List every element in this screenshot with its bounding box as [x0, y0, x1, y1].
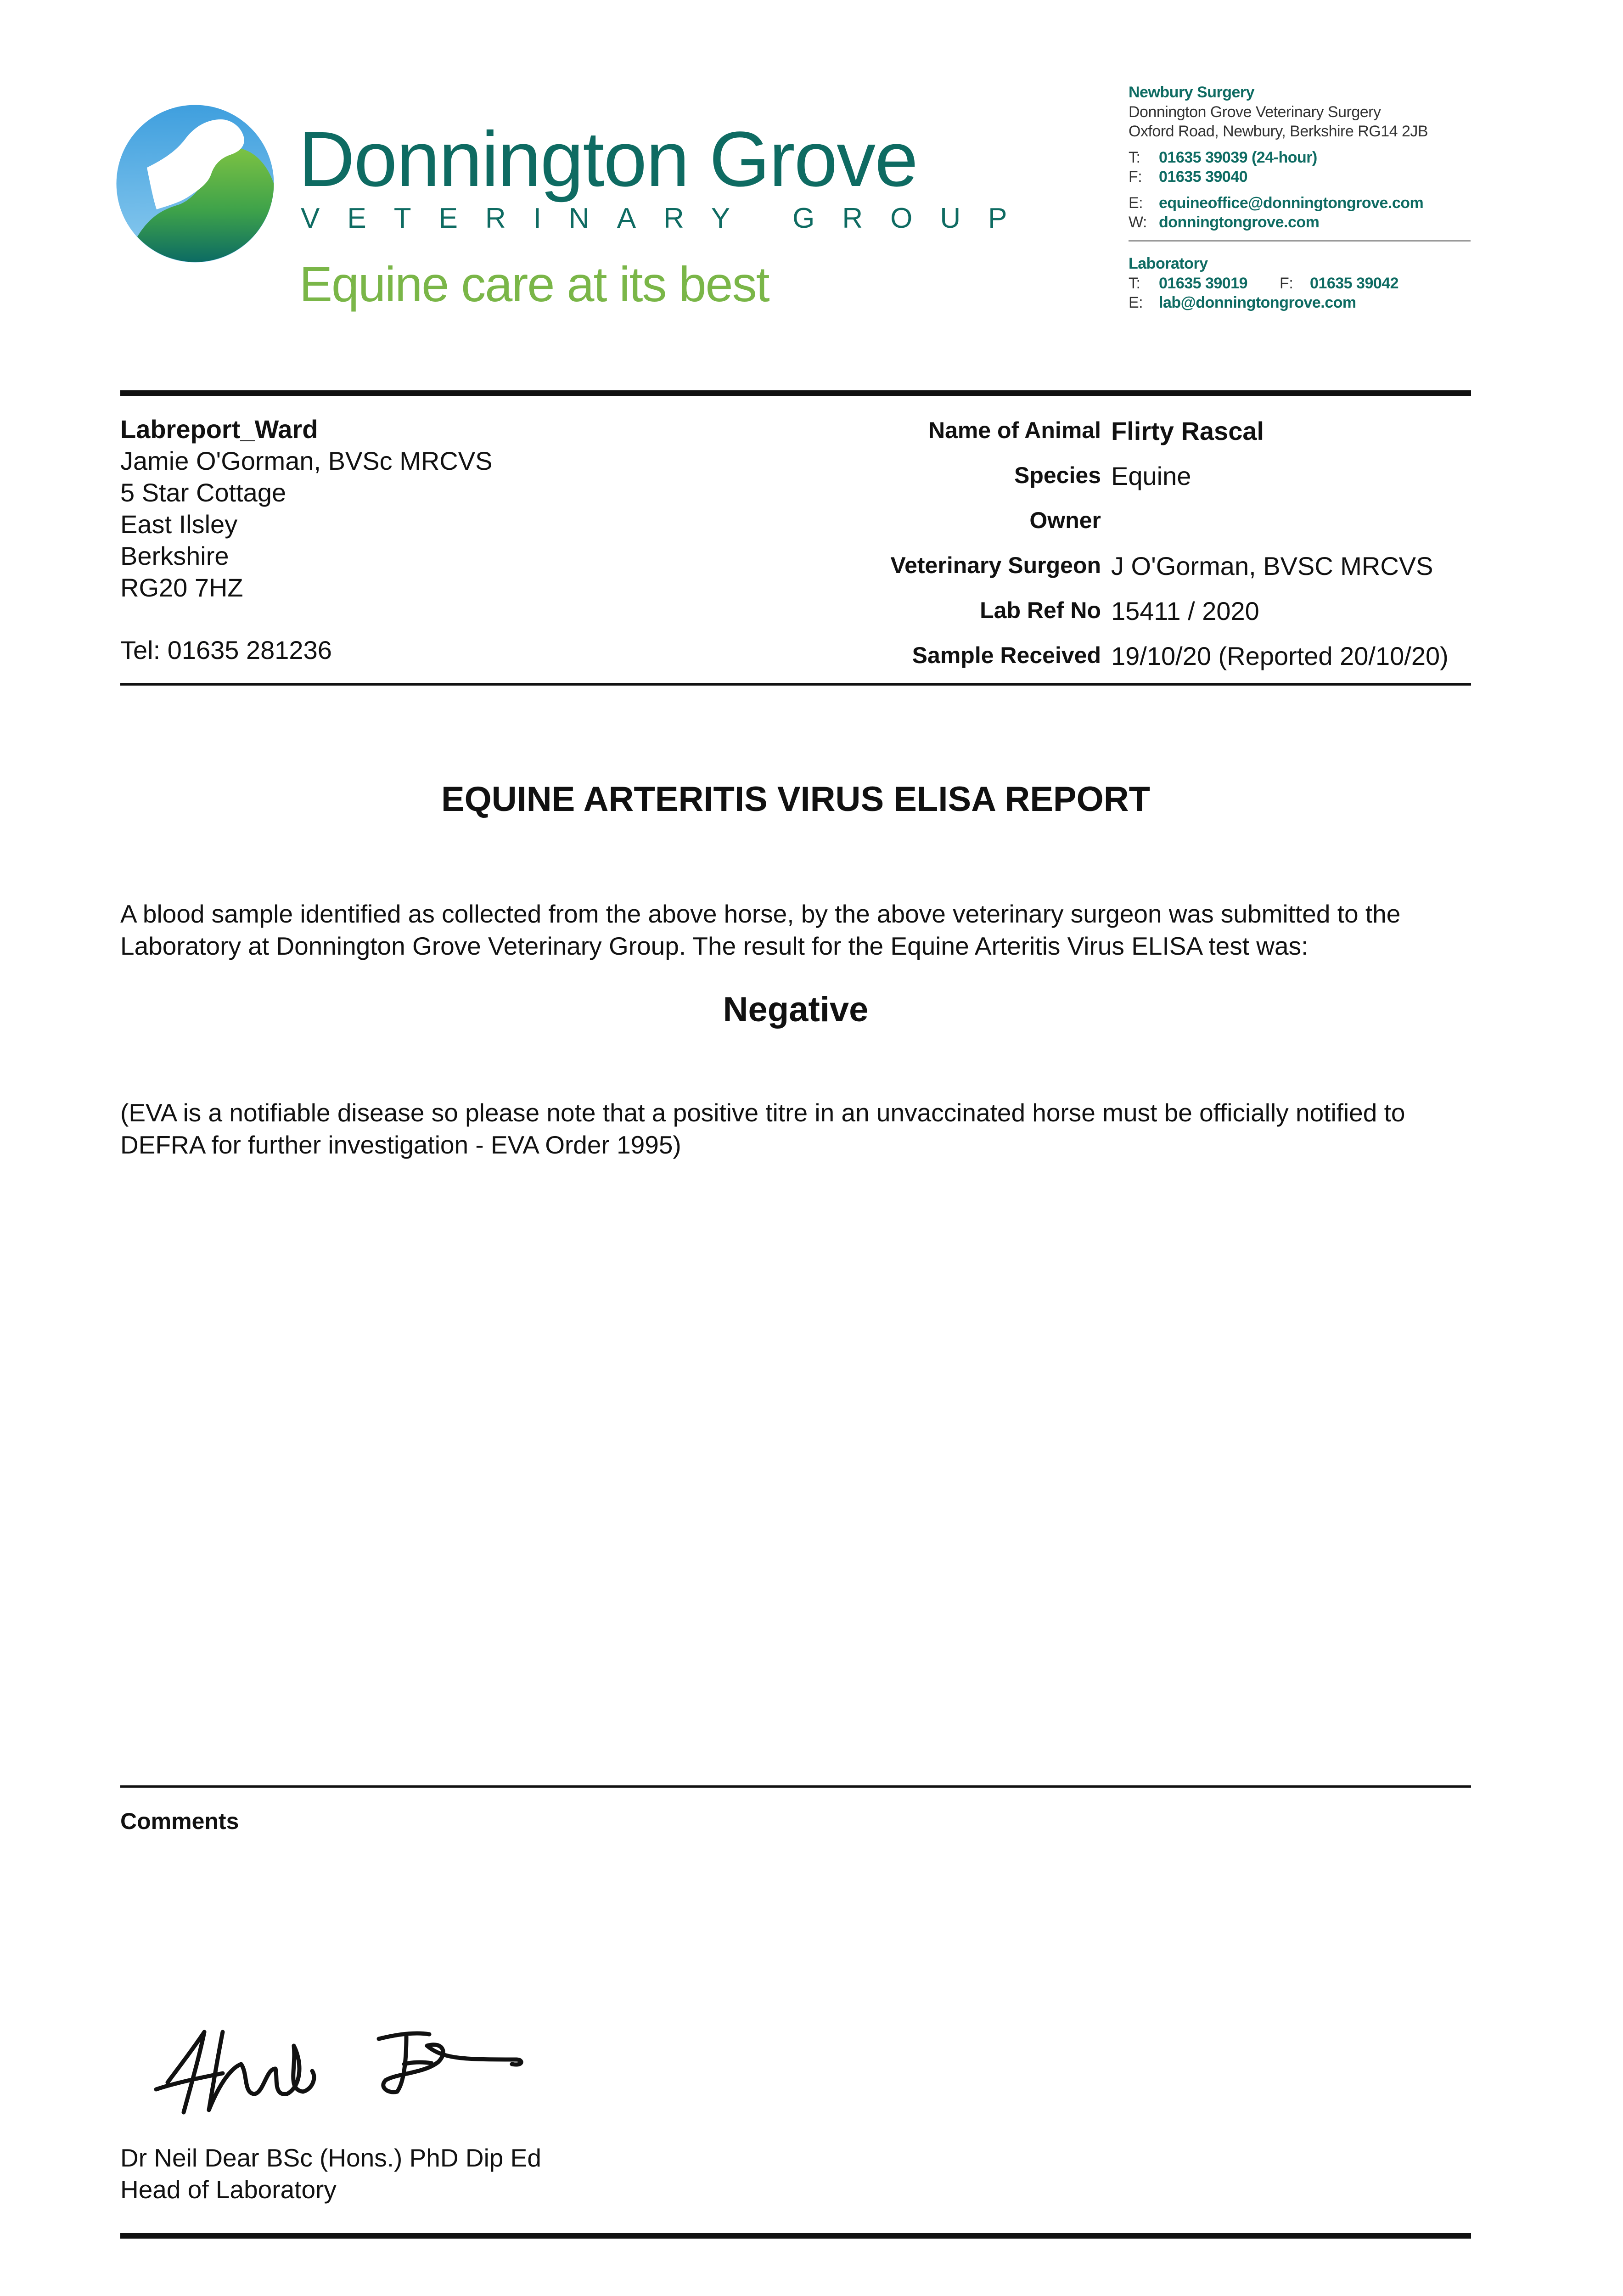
test-result: Negative: [723, 990, 869, 1029]
lab-fax-label: F:: [1280, 274, 1293, 292]
surgery-tel-label: T:: [1129, 148, 1140, 166]
detail-value-species: Equine: [1111, 461, 1191, 490]
surgery-web-label: W:: [1129, 214, 1147, 231]
brand-subtitle: VETERINARY GROUP: [301, 203, 1035, 234]
recipient-name: Jamie O'Gorman, BVSc MRCVS: [120, 446, 493, 475]
surgery-name: Donnington Grove Veterinary Surgery: [1129, 103, 1381, 121]
recipient-line2: East Ilsley: [120, 510, 238, 539]
recipient-tel: Tel: 01635 281236: [120, 636, 332, 664]
recipient-line1: 5 Star Cottage: [120, 478, 286, 507]
detail-label-owner: Owner: [1029, 507, 1101, 533]
surgery-fax-label: F:: [1129, 168, 1142, 186]
surgery-web-link[interactable]: donningtongrove.com: [1159, 214, 1320, 231]
signatory-block: [120, 2142, 541, 2206]
recipient-address: [120, 413, 492, 603]
detail-label-species: Species: [1014, 462, 1101, 488]
detail-value-lab-ref: 15411 / 2020: [1111, 597, 1259, 625]
logo-icon: [115, 103, 275, 264]
report-note: (EVA is a notifiable disease so please note that a positive titre in an unvaccinated horse must be officially notified to DEFRA for further investigation - EVA Order 1995): [120, 1098, 1405, 1159]
report-intro: A blood sample identified as collected from the above horse, by the above veterinary surgeon was submitted to the Laboratory at Donnington Grove Veterinary Group. The result for the Equine Arteritis Virus ELISA test was:: [120, 900, 1401, 960]
signatory-role: Head of Laboratory: [120, 2175, 337, 2204]
recipient-ward: Labreport_Ward: [120, 415, 318, 444]
comments-rule: [120, 1785, 1471, 1788]
detail-value-veterinary-surgeon: J O'Gorman, BVSC MRCVS: [1111, 551, 1433, 580]
detail-value-animal-name: Flirty Rascal: [1111, 416, 1264, 445]
lab-tel-label: T:: [1129, 274, 1140, 292]
signature: [149, 2014, 539, 2119]
laboratory-heading: Laboratory: [1129, 255, 1208, 272]
surgery-fax: 01635 39040: [1159, 168, 1248, 186]
surgery-tel: 01635 39039 (24-hour): [1159, 148, 1317, 166]
laboratory-contact-block: [1129, 254, 1398, 313]
surgery-email-link[interactable]: equineoffice@donningtongrove.com: [1159, 194, 1424, 212]
surgery-email-label: E:: [1129, 194, 1143, 212]
header-rule-top: [120, 390, 1471, 396]
surgery-heading: Newbury Surgery: [1129, 84, 1255, 101]
surgery-address: Oxford Road, Newbury, Berkshire RG14 2JB: [1129, 123, 1428, 140]
header-rule-bottom: [120, 683, 1471, 686]
detail-label-veterinary-surgeon: Veterinary Surgeon: [890, 552, 1101, 578]
recipient-postcode: RG20 7HZ: [120, 573, 243, 602]
lab-email-link[interactable]: lab@donningtongrove.com: [1159, 294, 1356, 311]
comments-label: Comments: [120, 1808, 239, 1834]
brand-name: Donnington Grove: [298, 116, 917, 203]
surgery-contact-block: [1129, 83, 1428, 232]
lab-tel: 01635 39019: [1159, 274, 1248, 292]
lab-email-label: E:: [1129, 294, 1143, 311]
signatory-name: Dr Neil Dear BSc (Hons.) PhD Dip Ed: [120, 2144, 541, 2172]
lab-fax: 01635 39042: [1310, 274, 1399, 292]
footer-rule: [120, 2233, 1471, 2239]
contact-divider: [1129, 240, 1471, 242]
detail-label-sample-received: Sample Received: [912, 642, 1101, 668]
detail-value-sample-received: 19/10/20 (Reported 20/10/20): [1111, 642, 1449, 670]
brand-tagline: Equine care at its best: [299, 256, 769, 312]
detail-label-lab-ref: Lab Ref No: [980, 597, 1101, 623]
report-title: EQUINE ARTERITIS VIRUS ELISA REPORT: [441, 780, 1151, 819]
detail-label-animal-name: Name of Animal: [928, 417, 1101, 443]
recipient-line3: Berkshire: [120, 541, 229, 570]
